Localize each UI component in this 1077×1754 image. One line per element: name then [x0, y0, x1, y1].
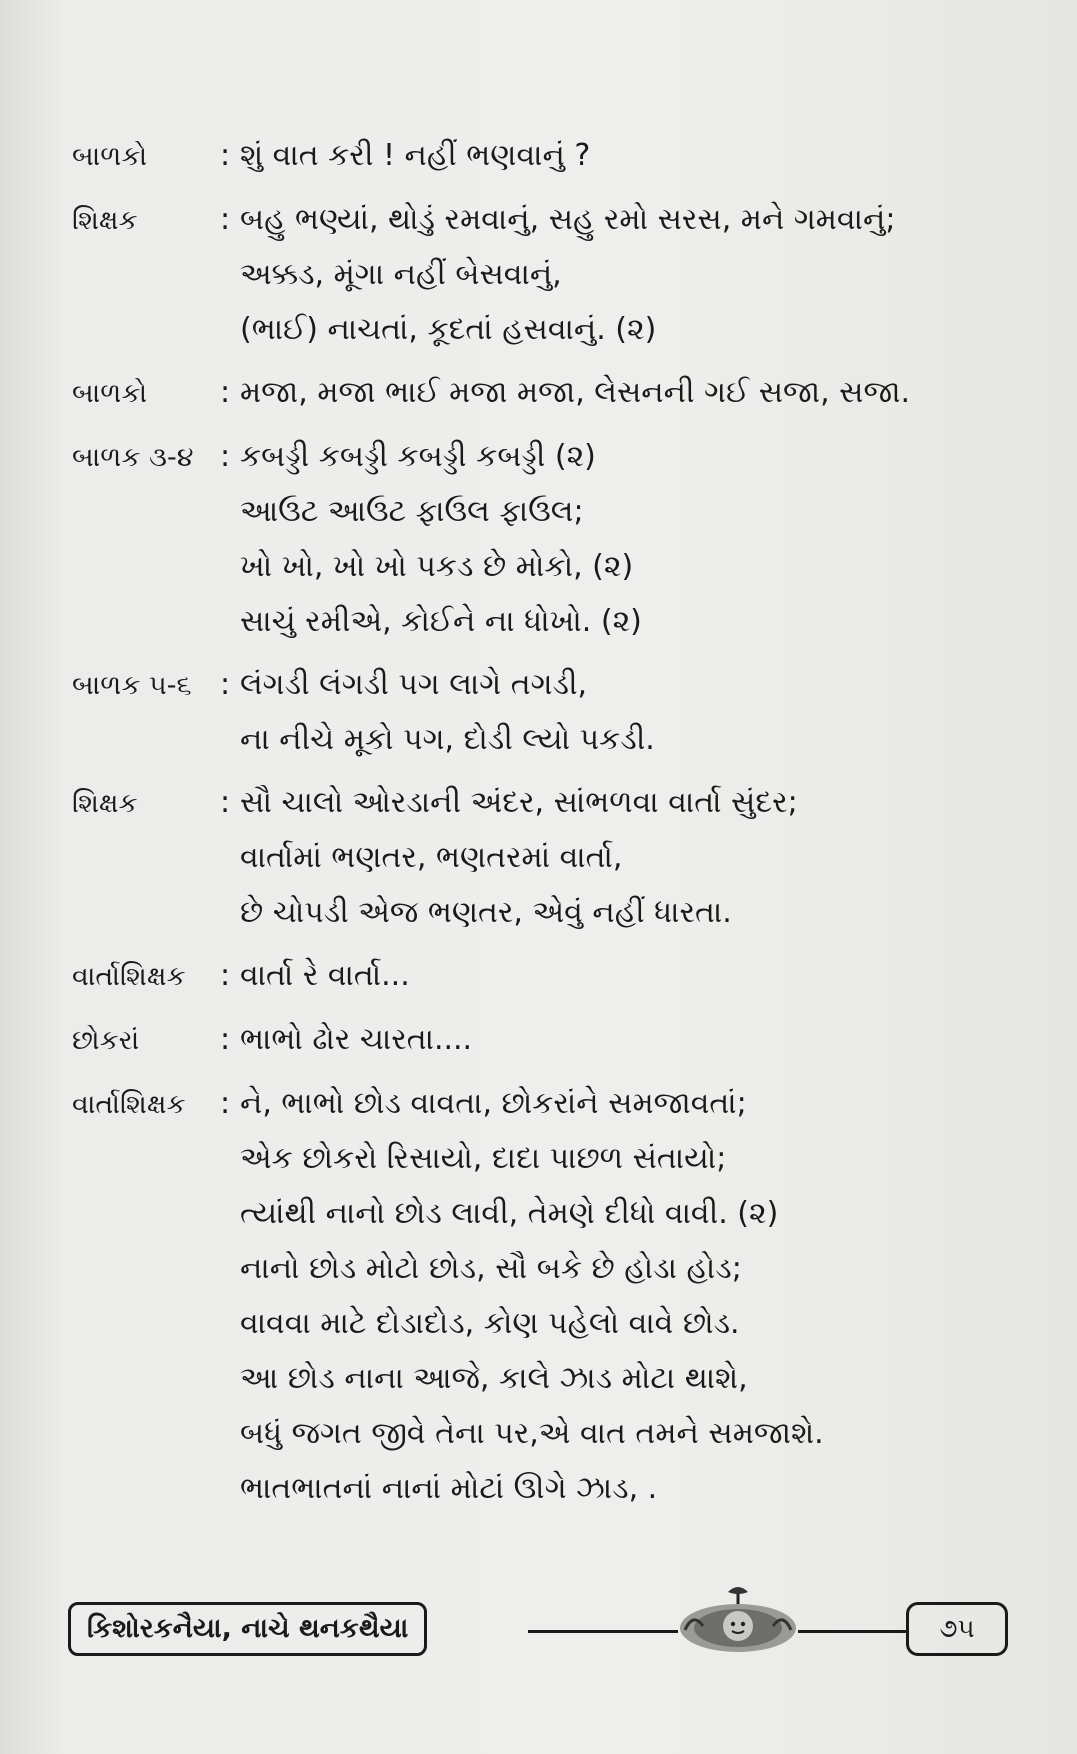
dialogue-entry: [72, 128, 1032, 184]
verse-line: લંગડી લંગડી પગ લાગે તગડી,: [240, 667, 588, 702]
speaker-colon: :: [220, 667, 231, 702]
speaker-colon: :: [220, 1022, 231, 1057]
verse-lines: [240, 1012, 472, 1067]
speaker-colon: :: [220, 785, 231, 820]
verse-lines: [240, 657, 655, 767]
verse-line: ના નીચે મૂકો પગ, દોડી લ્યો પકડી.: [240, 722, 655, 757]
speaker-label: છોકરાં: [72, 1025, 140, 1056]
verse-line: ને, ભાભો છોડ વાવતા, છોકરાંને સમજાવતાં;: [240, 1086, 747, 1121]
dialogue-entry: [72, 429, 1032, 649]
speaker-colon: :: [220, 138, 231, 173]
page-number: ૭૫: [906, 1602, 1008, 1656]
speaker-colon: :: [220, 375, 231, 410]
verse-lines: [240, 429, 642, 649]
dialogue-entry: [72, 948, 1032, 1004]
dialogue-entry: [72, 1012, 1032, 1068]
verse-lines: [240, 192, 895, 357]
verse-line: સૌ ચાલો ઓરડાની અંદર, સાંભળવા વાર્તા સુંદર;: [240, 785, 798, 820]
verse-line: આ છોડ નાના આજે, કાલે ઝાડ મોટા થાશે,: [240, 1361, 748, 1396]
child-face-emblem-icon: [673, 1582, 803, 1658]
verse-line: ભાતભાતનાં નાનાં મોટાં ઊગે ઝાડ, .: [240, 1471, 658, 1506]
speaker-label: વાર્તાશિક્ષક: [72, 961, 186, 992]
verse-line: કબડ્ડી કબડ્ડી કબડ્ડી કબડ્ડી (૨): [240, 439, 596, 474]
speaker-colon: :: [220, 1086, 231, 1121]
verse-lines: [240, 1076, 824, 1516]
verse-line: વાર્તા રે વાર્તા...: [240, 958, 410, 993]
dialogue-block: [72, 128, 1032, 1516]
verse-lines: [240, 948, 410, 1003]
verse-line: ખો ખો, ખો ખો પકડ છે મોકો, (૨): [240, 549, 634, 584]
verse-line: શું વાત કરી ! નહીં ભણવાનું ?: [240, 138, 591, 173]
verse-line: વાવવા માટે દોડાદોડ, કોણ પહેલો વાવે છોડ.: [240, 1306, 740, 1341]
verse-line: (ભાઈ) નાચતાં, કૂદતાં હસવાનું. (૨): [240, 312, 657, 347]
dialogue-entry: [72, 775, 1032, 940]
verse-line: છે ચોપડી એજ ભણતર, એવું નહીં ધારતા.: [240, 895, 732, 930]
speaker-colon: :: [220, 958, 231, 993]
verse-line: ભાભો ઢોર ચારતા....: [240, 1022, 473, 1057]
verse-line: બહુ ભણ્યાં, થોડું રમવાનું, સહુ રમો સરસ, મને ગમવાનું;: [240, 202, 896, 237]
dialogue-entry: [72, 1076, 1032, 1516]
dialogue-entry: [72, 192, 1032, 357]
verse-lines: [240, 775, 798, 940]
speaker-label: શિક્ષક: [72, 788, 138, 819]
footer-divider: [528, 1630, 678, 1633]
verse-line: અક્કડ, મૂંગા નહીં બેસવાનું,: [240, 257, 562, 292]
verse-line: મજા, મજા ભાઈ મજા મજા, લેસનની ગઈ સજા, સજા.: [240, 375, 911, 410]
speaker-label: શિક્ષક: [72, 205, 138, 236]
verse-lines: [240, 365, 910, 420]
speaker-colon: :: [220, 439, 231, 474]
speaker-label: બાળકો: [72, 378, 148, 409]
verse-line: સાચું રમીએ, કોઈને ના ધોખો. (૨): [240, 604, 642, 639]
verse-lines: [240, 128, 590, 183]
verse-line: એક છોકરો રિસાયો, દાદા પાછળ સંતાયો;: [240, 1141, 727, 1176]
speaker-label: બાળક ૫-૬: [72, 670, 192, 701]
page-footer: [68, 1602, 1008, 1658]
footer-divider: [798, 1630, 908, 1633]
dialogue-entry: [72, 657, 1032, 767]
speaker-label: બાળકો: [72, 141, 148, 172]
verse-line: ત્યાંથી નાનો છોડ લાવી, તેમણે દીધો વાવી. (૨): [240, 1196, 779, 1231]
speaker-label: વાર્તાશિક્ષક: [72, 1089, 186, 1120]
book-title: કિશોરકનૈયા, નાચે થનકથૈયા: [68, 1602, 427, 1656]
verse-line: વાર્તામાં ભણતર, ભણતરમાં વાર્તા,: [240, 840, 623, 875]
dialogue-entry: [72, 365, 1032, 421]
verse-line: બધું જગત જીવે તેના પર,એ વાત તમને સમજાશે.: [240, 1416, 824, 1451]
verse-line: નાનો છોડ મોટો છોડ, સૌ બકે છે હોડા હોડ;: [240, 1251, 742, 1286]
speaker-colon: :: [220, 202, 231, 237]
speaker-label: બાળક ૩-૪: [72, 442, 194, 473]
verse-line: આઉટ આઉટ ફાઉલ ફાઉલ;: [240, 494, 584, 529]
